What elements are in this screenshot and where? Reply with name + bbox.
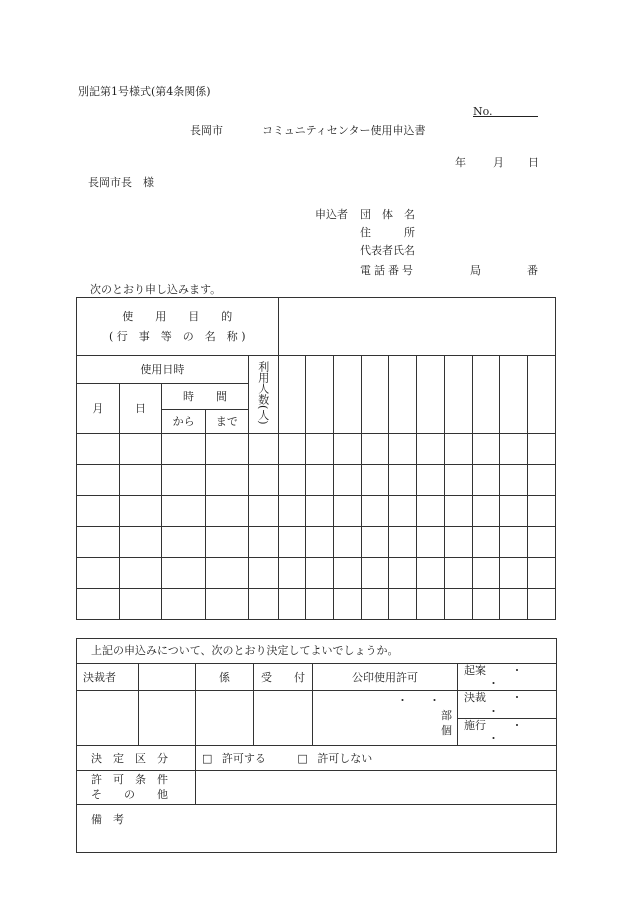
- decision-table: [76, 638, 557, 853]
- date-month-label: 月: [493, 156, 504, 169]
- purpose-sublabel: ( 行 事 等 の 名 称 ): [108, 329, 246, 343]
- date-time-header: 使用日時: [77, 356, 249, 384]
- approver-seal-cell-2[interactable]: [139, 691, 196, 746]
- received-seal-cell[interactable]: [254, 691, 313, 746]
- entry-row: [77, 434, 556, 465]
- entry-cell[interactable]: [389, 434, 417, 465]
- entry-row: [77, 465, 556, 496]
- executed-label: 施行: [464, 718, 486, 732]
- entry-cell[interactable]: [206, 589, 249, 620]
- entry-cell[interactable]: [77, 527, 120, 558]
- entry-cell[interactable]: [77, 558, 120, 589]
- day-header: 日: [119, 384, 162, 434]
- approved-label: 決裁: [464, 691, 486, 705]
- time-header: 時 間: [162, 384, 248, 410]
- entry-cell[interactable]: [361, 434, 389, 465]
- entry-cell[interactable]: [248, 527, 278, 558]
- entry-cell[interactable]: [444, 589, 472, 620]
- entry-cell[interactable]: [472, 496, 500, 527]
- entry-cell[interactable]: [444, 465, 472, 496]
- usage-table: [76, 297, 556, 620]
- dot-mark: ・: [397, 694, 408, 708]
- entry-cell[interactable]: [444, 496, 472, 527]
- form-number-blank: [473, 116, 538, 117]
- entry-cell[interactable]: [306, 589, 334, 620]
- entry-cell[interactable]: [389, 527, 417, 558]
- month-header: 月: [77, 384, 120, 434]
- entry-cell[interactable]: [472, 589, 500, 620]
- entry-cell[interactable]: [248, 589, 278, 620]
- entry-cell[interactable]: [162, 558, 206, 589]
- entry-cell[interactable]: [119, 589, 162, 620]
- entry-cell[interactable]: [389, 496, 417, 527]
- entry-cell[interactable]: [162, 527, 206, 558]
- entry-cell[interactable]: [500, 527, 528, 558]
- entry-cell[interactable]: [333, 465, 361, 496]
- entry-cell[interactable]: [417, 558, 445, 589]
- entry-cell[interactable]: [389, 589, 417, 620]
- entry-cell[interactable]: [528, 558, 556, 589]
- conditions-label: [77, 771, 196, 805]
- form-number-label: No.: [473, 105, 493, 118]
- dot-mark: ・: [488, 677, 499, 691]
- entry-cell[interactable]: [528, 434, 556, 465]
- grid-cell[interactable]: [333, 356, 361, 434]
- entry-cell[interactable]: [333, 558, 361, 589]
- received-label: 受 付: [254, 664, 313, 691]
- entry-cell[interactable]: [417, 465, 445, 496]
- entry-cell[interactable]: [500, 558, 528, 589]
- entry-cell[interactable]: [500, 434, 528, 465]
- dot-mark: ・: [511, 664, 523, 677]
- seal-permission-label: 公印使用許可: [313, 664, 458, 691]
- grid-cell[interactable]: [528, 356, 556, 434]
- entry-cell[interactable]: [389, 558, 417, 589]
- entry-cell[interactable]: [472, 434, 500, 465]
- phone-label: 電話番号: [360, 264, 416, 277]
- staff-seal-cell[interactable]: [196, 691, 254, 746]
- entry-cell[interactable]: [278, 558, 306, 589]
- entry-cell[interactable]: [306, 496, 334, 527]
- permit-label: 許可する: [221, 751, 266, 765]
- approved-row: [458, 691, 557, 718]
- entry-cell[interactable]: [528, 589, 556, 620]
- entry-cell[interactable]: [278, 465, 306, 496]
- entry-cell[interactable]: [528, 496, 556, 527]
- entry-cell[interactable]: [248, 558, 278, 589]
- entry-cell[interactable]: [119, 465, 162, 496]
- approver-seal-cell[interactable]: [77, 691, 139, 746]
- dot-mark: ・: [511, 691, 523, 705]
- entry-cell[interactable]: [528, 527, 556, 558]
- attendees-label: 利用人数(人): [256, 361, 270, 425]
- grid-cell[interactable]: [444, 356, 472, 434]
- conditions-line1: 許 可 条 件: [91, 772, 168, 786]
- entry-cell[interactable]: [361, 527, 389, 558]
- entry-cell[interactable]: [278, 496, 306, 527]
- entry-cell[interactable]: [119, 527, 162, 558]
- staff-label: 係: [196, 664, 254, 691]
- entry-cell[interactable]: [500, 589, 528, 620]
- grid-cell[interactable]: [278, 356, 306, 434]
- grid-cell[interactable]: [417, 356, 445, 434]
- entry-cell[interactable]: [361, 589, 389, 620]
- entry-cell[interactable]: [389, 465, 417, 496]
- entry-cell[interactable]: [206, 558, 249, 589]
- entry-cell[interactable]: [306, 527, 334, 558]
- form-title: コミュニティセンター使用申込書: [262, 124, 426, 137]
- entry-cell[interactable]: [278, 434, 306, 465]
- applicant-label: 申込者: [315, 208, 348, 221]
- entry-cell[interactable]: [417, 496, 445, 527]
- entry-cell[interactable]: [417, 527, 445, 558]
- entry-cell[interactable]: [361, 558, 389, 589]
- grid-cell[interactable]: [389, 356, 417, 434]
- entry-row: [77, 558, 556, 589]
- entry-cell[interactable]: [162, 465, 206, 496]
- dot-mark: ・: [511, 718, 523, 732]
- permit-checkbox[interactable]: □: [202, 751, 213, 765]
- representative-label: 代表者氏名: [360, 244, 415, 257]
- entry-row: [77, 589, 556, 620]
- entry-cell[interactable]: [77, 589, 120, 620]
- attendees-header: [248, 356, 278, 434]
- count-label: 個: [441, 724, 452, 738]
- entry-cell[interactable]: [206, 465, 249, 496]
- grid-cell[interactable]: [361, 356, 389, 434]
- entry-cell[interactable]: [278, 527, 306, 558]
- entry-cell[interactable]: [472, 527, 500, 558]
- purpose-input[interactable]: [278, 298, 555, 356]
- intro-text: 次のとおり申し込みます。: [90, 283, 222, 296]
- entry-rows: [77, 434, 556, 620]
- entry-cell[interactable]: [333, 434, 361, 465]
- phone-exchange-label: 局: [470, 264, 481, 277]
- entry-cell[interactable]: [248, 496, 278, 527]
- entry-cell[interactable]: [162, 434, 206, 465]
- conditions-line2: そ の 他: [91, 787, 168, 801]
- grid-cell[interactable]: [472, 356, 500, 434]
- entry-cell[interactable]: [417, 589, 445, 620]
- date-day-label: 日: [528, 156, 539, 169]
- entry-cell[interactable]: [500, 496, 528, 527]
- entry-row: [77, 527, 556, 558]
- group-name-label: 団 体 名: [360, 208, 415, 221]
- entry-cell[interactable]: [119, 496, 162, 527]
- entry-cell[interactable]: [306, 465, 334, 496]
- deny-label: 許可しない: [317, 751, 373, 765]
- entry-cell[interactable]: [306, 434, 334, 465]
- seal-permission-cell[interactable]: [313, 691, 458, 746]
- entry-cell[interactable]: [444, 527, 472, 558]
- entry-cell[interactable]: [206, 527, 249, 558]
- entry-cell[interactable]: [361, 465, 389, 496]
- dept-label: 部: [441, 709, 452, 723]
- dot-mark: ・: [488, 704, 499, 718]
- entry-row: [77, 496, 556, 527]
- category-options: [196, 746, 557, 771]
- entry-cell[interactable]: [333, 589, 361, 620]
- grid-cell[interactable]: [306, 356, 334, 434]
- remarks-label: 備 考: [91, 813, 124, 827]
- addressee: 長岡市長 様: [88, 176, 154, 189]
- city-name: 長岡市: [190, 124, 223, 137]
- entry-cell[interactable]: [444, 434, 472, 465]
- entry-cell[interactable]: [206, 496, 249, 527]
- address-label: 住 所: [360, 226, 415, 239]
- entry-cell[interactable]: [333, 496, 361, 527]
- conditions-input[interactable]: [196, 771, 557, 805]
- category-label: 決 定 区 分: [77, 746, 196, 771]
- entry-cell[interactable]: [248, 434, 278, 465]
- entry-cell[interactable]: [77, 434, 120, 465]
- decision-intro: 上記の申込みについて、次のとおり決定してよいでしょうか。: [77, 639, 557, 664]
- purpose-label-cell: [77, 298, 279, 356]
- entry-cell[interactable]: [472, 558, 500, 589]
- executed-row: [458, 718, 557, 745]
- deny-checkbox[interactable]: □: [297, 751, 308, 765]
- entry-cell[interactable]: [248, 465, 278, 496]
- entry-cell[interactable]: [119, 558, 162, 589]
- entry-cell[interactable]: [306, 558, 334, 589]
- entry-cell[interactable]: [361, 496, 389, 527]
- phone-number-label: 番: [527, 264, 538, 277]
- drafted-row: [458, 664, 557, 691]
- drafted-label: 起案: [464, 664, 486, 677]
- time-from-header: から: [162, 410, 206, 434]
- time-to-header: まで: [206, 410, 249, 434]
- approver-label: 決裁者: [77, 664, 139, 691]
- entry-cell[interactable]: [444, 558, 472, 589]
- entry-cell[interactable]: [162, 496, 206, 527]
- entry-cell[interactable]: [333, 527, 361, 558]
- entry-cell[interactable]: [472, 465, 500, 496]
- purpose-label: 使 用 目 的: [122, 310, 233, 324]
- entry-cell[interactable]: [77, 496, 120, 527]
- remarks-cell[interactable]: [77, 805, 557, 853]
- date-year-label: 年: [455, 156, 466, 169]
- grid-cell[interactable]: [500, 356, 528, 434]
- entry-cell[interactable]: [77, 465, 120, 496]
- entry-cell[interactable]: [119, 434, 162, 465]
- entry-cell[interactable]: [417, 434, 445, 465]
- entry-cell[interactable]: [500, 465, 528, 496]
- entry-cell[interactable]: [206, 434, 249, 465]
- entry-cell[interactable]: [528, 465, 556, 496]
- form-reference: 別記第1号様式(第4条関係): [78, 85, 211, 98]
- approver-blank: [139, 664, 196, 691]
- dot-mark: ・: [429, 694, 440, 708]
- entry-cell[interactable]: [162, 589, 206, 620]
- entry-cell[interactable]: [278, 589, 306, 620]
- dot-mark: ・: [488, 731, 499, 745]
